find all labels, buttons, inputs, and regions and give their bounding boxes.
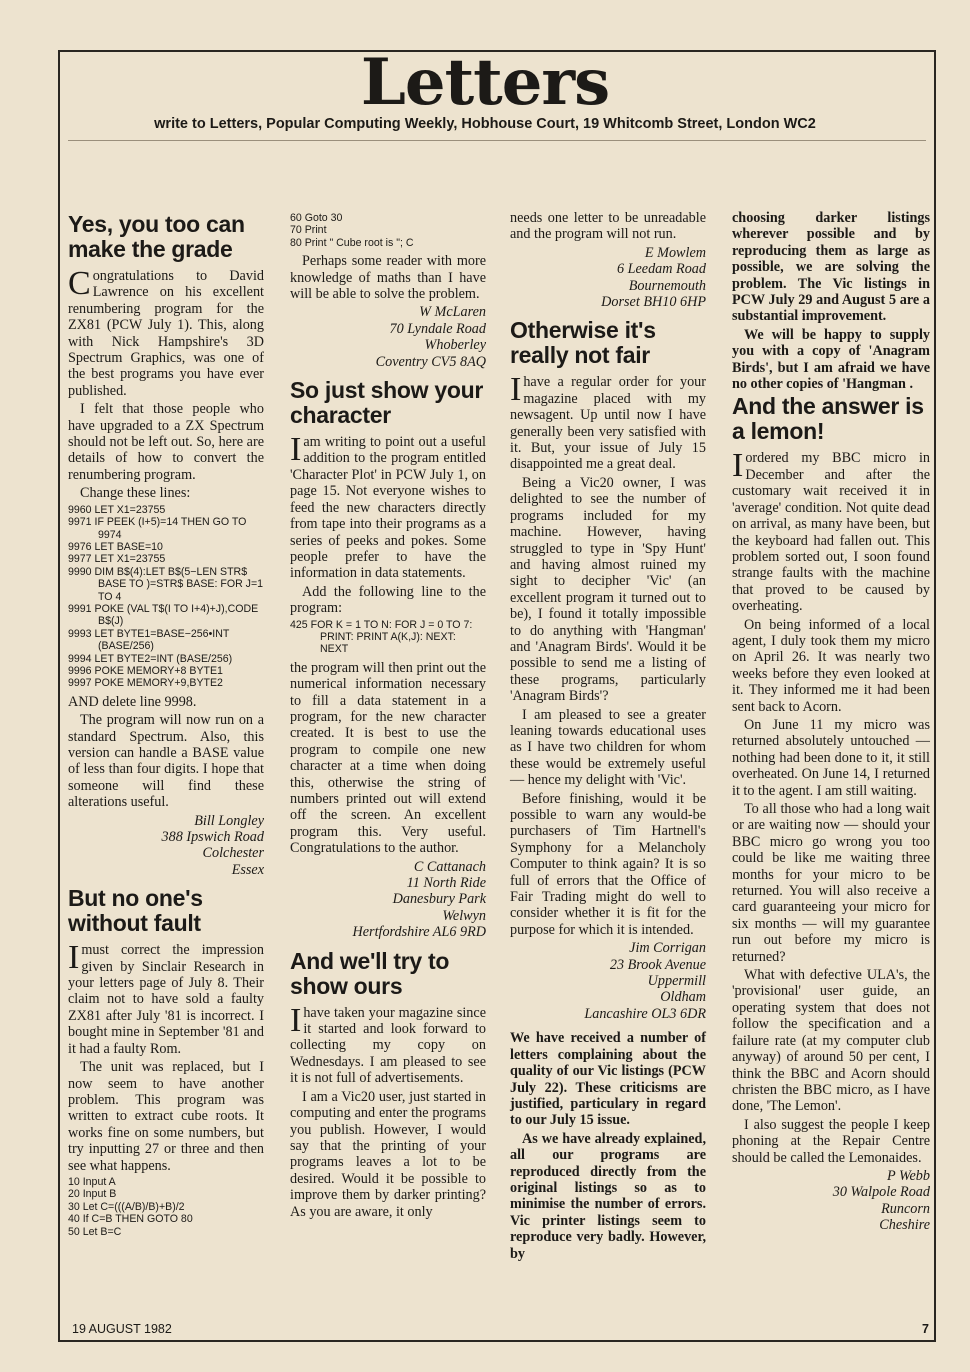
code-line: 9997 POKE MEMORY+9,BYTE2 [68, 677, 223, 690]
letter-paragraph: The program will now run on a standard Spectrum. Also, this version can handle a BASE value of less than four digits. I hope that someone will find these alterations useful. [68, 712, 264, 811]
signature: Bill Longley 388 Ipswich Road Colchester Essex [161, 812, 264, 878]
letter-headline: But no one's without fault [68, 885, 203, 937]
letter-paragraph: the program will then print out the numerical information necessary to fill a data statement in a program, for the new character created. It is best to use the program to compile one new character at a time when doing this, otherwise the string of numbers printed out will extend off the screen. An excellent program this. Very useful. Congratulations to the author. [290, 659, 486, 857]
letter-paragraph: Congratulations to David Lawrence on his excellent renumbering program for the ZX81 (PCW July 1). This, along with Nick Hampshire's 3D Spectrum Graphics, was one of the best programs you have ever published. [68, 265, 264, 399]
code-line: 9960 LET X1=23755 [68, 503, 166, 516]
letter-paragraph: I also suggest the people I keep phoning at the Repair Centre should be called the Lemonaides. [732, 1116, 930, 1166]
letter-paragraph: Iordered my BBC micro in December and after the customary wait received it in 'average' condition. Not quite dead on arrival, as many have been, but the keyboard had fallen out. This problem sorted out, I soon found strange faults with the machine that proved to be caused by overheating. [732, 447, 930, 615]
code-line: 60 Goto 30 [290, 212, 343, 224]
letter-paragraph: Iam writing to point out a useful addition to the program entitled 'Character Plot' in PCW July 1, on page 15. Not everyone wishes to feed the new characters directly from tape into their programs as a series of peeks and pokes. Some people prefer to have the information in data statements. [290, 431, 486, 582]
signature: C Cattanach 11 North Ride Danesbury Park Welwyn Hertfordshire AL6 9RD [352, 858, 486, 941]
signature: W McLaren 70 Lyndale Road Whoberley Coventry CV5 8AQ [375, 304, 486, 370]
letter-paragraph: I am a Vic20 user, just started in computing and enter the programs you publish. However, I would say that the printing of your programs leaves a lot to be desired. Would it be possible to improve them by darker printing? As you are aware, it only [290, 1088, 486, 1220]
letter-paragraph: Imust correct the impression given by Sinclair Research in your letters page of July 8. Their claim not to have sold a faulty ZX81 after July '81 is incorrect. I bought mine in September '81 and it had a faulty Rom. [68, 939, 264, 1057]
code-line: 50 Let B=C [68, 1225, 122, 1238]
drop-cap: I [290, 431, 302, 469]
signature: P Webb 30 Walpole Road Runcorn Cheshire [832, 1167, 930, 1234]
letter-headline: So just show your character [290, 377, 483, 429]
letter-paragraph: I am pleased to see a greater leaning towards educational uses as I have two children for whom these would be extremely useful — hence my delight with 'Vic'. [510, 706, 706, 789]
code-line: 9971 IF PEEK (I+5)=14 THEN GO TO 9974 [68, 516, 247, 541]
editor-reply: As we have already explained, all our programs are reproduced directly from the original listings so as to minimise the number of errors. Vic printer listings seem to reproduce very badly. However, by [510, 1130, 706, 1262]
editor-reply: We have received a number of letters complaining about the quality of our Vic listings (PCW July 22). These criticisms are justified, particulary in regard to our July 15 issue. [510, 1030, 706, 1129]
drop-cap: I [510, 371, 522, 409]
code-line: 425 FOR K = 1 TO N: FOR J = 0 TO 7: PRINT: PRINT A(K,J): NEXT: NEXT [290, 618, 473, 656]
letter-paragraph: What with defective ULA's, the 'provisional' user guide, an operating system that does not follow the specification and a failure rate (at my computer club anyway) of around 50 per cent, I think the BBC and Acorn should christen the BBC micro, as I have done, 'The Lemon'. [732, 967, 930, 1115]
drop-cap: C [68, 265, 91, 302]
letter-paragraph: Ihave taken your magazine since it started and look forward to collecting my copy on Wednesdays. I am pleased to see it is not full of advertisements. [290, 1001, 486, 1087]
letter-paragraph: Perhaps some reader with more knowledge of maths than I have will be able to solve the problem. [290, 253, 486, 303]
code-listing [290, 212, 486, 249]
address-line: write to Letters, Popular Computing Weekly, Hobhouse Court, 19 Whitcomb Street, London WC2 [154, 116, 816, 132]
letter-paragraph: The unit was replaced, but I now seem to have another problem. This program was written to extract cube roots. It works fine on some numbers, but try inputting 27 or three and then see what happens. [68, 1059, 264, 1174]
drop-cap: I [68, 939, 80, 977]
letter-headline: And the answer is a lemon! [732, 393, 924, 445]
letter-paragraph: Before finishing, would it be possible to warn any would-be purchasers of Tim Hartnell's Symphony for a Melancholy Computer to think again? It is so full of errors that the Office of Fair Trading might do well to consider whether it is fit for the purpose for which it is intended. [510, 790, 706, 938]
footer-date: 19 AUGUST 1982 [72, 1322, 172, 1336]
letter-paragraph: Change these lines: [80, 485, 191, 502]
column-2 [290, 210, 486, 1222]
letter-paragraph: To all those who had a long wait or are waiting now — should your BBC micro go wrong you too could be like me waiting three months for your micro to be returned. You will also receive a card guaranteeing your micro for six months — will my guarantee run out before my micro is returned? [732, 801, 930, 965]
code-line: 20 Input B [68, 1188, 117, 1201]
column-1 [68, 210, 264, 1242]
code-listing [68, 1176, 264, 1238]
letter-headline: And we'll try to show ours [290, 947, 450, 999]
column-4 [732, 210, 930, 1242]
letter-paragraph: Ihave a regular order for your magazine placed with my newsagent. Up until now I have generally been very satisfied with it. But, your issue of July 15 disappointed me a great deal. [510, 371, 706, 473]
letter-paragraph: I felt that those people who have upgraded to a ZX Spectrum should not be left out. So, here are details of how to convert the renumbering program. [68, 401, 264, 483]
code-line: 80 Print " Cube root is "; C [290, 236, 414, 249]
page-number: 7 [922, 1322, 929, 1336]
code-listing [290, 619, 486, 656]
divider [68, 140, 926, 141]
code-line: 30 Let C=(((A/B)/B)+B)/2 [68, 1200, 185, 1213]
letter-paragraph: On being informed of a local agent, I duly took them my micro on April 26. It was nearly two weeks before they even looked at it. They informed me it had been sent back to Acorn. [732, 616, 930, 715]
signature: Jim Corrigan 23 Brook Avenue Uppermill Oldham Lancashire OL3 6DR [584, 940, 706, 1022]
letter-paragraph: Being a Vic20 owner, I was delighted to see the number of programs included for my machine. However, having struggled to type in 'Spy Hunt' and having almost ruined my sight to decipher 'Vic' (an excellent program it turned out to be), I found it totally impossible to do anything with 'Hangman' and 'Anagram Birds'. Would it be possible to send me a listing of these programs, particularly 'Anagram Birds'? [510, 474, 706, 705]
drop-cap: I [732, 447, 744, 485]
editor-reply: choosing darker listings wherever possible and by reproducing them as large as possible, we are solving the problem. The Vic listings in PCW July 29 and August 5 are a substantial improvement. [732, 210, 930, 325]
signature: E Mowlem 6 Leedam Road Bournemouth Dorset BH10 6HP [601, 244, 706, 311]
code-line: 9991 POKE (VAL T$(I TO I+4)+J),CODE B$(J) [68, 602, 259, 628]
drop-cap: I [290, 1001, 302, 1039]
column-3 [510, 210, 706, 1264]
code-line: 9993 LET BYTE1=BASE−256•INT (BASE/256) [68, 627, 230, 653]
letter-headline: Yes, you too can make the grade [68, 211, 245, 262]
letter-headline: Otherwise it's really not fair [510, 317, 656, 369]
masthead [0, 45, 970, 120]
code-line: 9990 DIM B$(4):LET B$(5−LEN STR$ BASE TO )=STR$ BASE: FOR J=1 TO 4 [68, 565, 264, 603]
code-listing [68, 504, 264, 690]
code-line: 9977 LET X1=23755 [68, 553, 166, 566]
page-title: Letters [360, 45, 610, 120]
letter-paragraph: needs one letter to be unreadable and the program will not run. [510, 210, 706, 243]
code-line: 9994 LET BYTE2=INT (BASE/256) [68, 652, 233, 665]
letter-paragraph: AND delete line 9998. [68, 693, 197, 710]
letter-paragraph: Add the following line to the program: [290, 583, 486, 617]
code-line: 9976 LET BASE=10 [68, 540, 163, 553]
code-line: 40 If C=B THEN GOTO 80 [68, 1213, 193, 1226]
code-line: 10 Input A [68, 1175, 116, 1188]
editor-reply: We will be happy to supply you with a copy of 'Anagram Birds', but I am afraid we have no other copies of 'Hangman . [732, 326, 930, 393]
code-line: 70 Print [290, 224, 327, 237]
code-line: 9996 POKE MEMORY+8 BYTE1 [68, 664, 223, 677]
letter-paragraph: On June 11 my micro was returned absolutely untouched — nothing had been done to it, it still overheated. On June 14, I returned it to the agent. I am still waiting. [732, 716, 930, 799]
